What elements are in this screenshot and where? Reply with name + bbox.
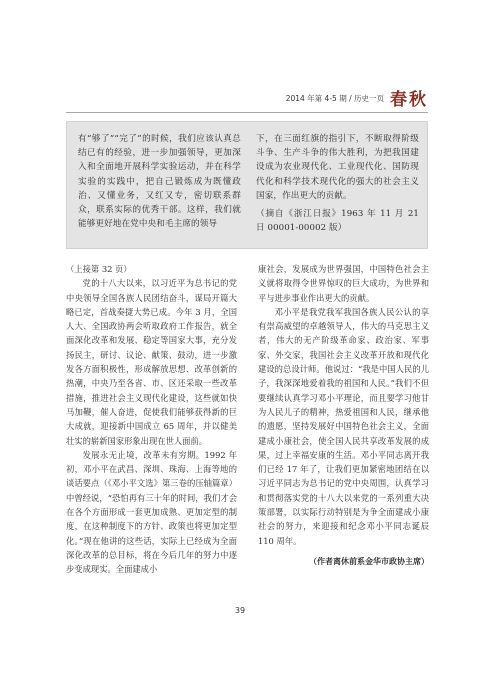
continuation-note: （上接第 32 页） — [66, 264, 132, 274]
excerpt-box — [66, 121, 428, 249]
excerpt-source: （摘自《浙江日报》1963 年 11 月 21 日 00001-00002 版） — [256, 209, 419, 234]
header-divider — [66, 112, 428, 113]
article-right-column — [258, 262, 429, 568]
page-header — [240, 82, 428, 110]
article-paragraph: 发展永无止境，改革未有穷期。1992 年初，邓小平在武昌、深圳、珠海、上海等地的谈话要点（《邓小平文选》第三卷的压轴篇章）中曾经说，“恐怕再有三十年的时间，我们才会在各个方面形成一套更加成熟、更加定型的制度，在这种制度下的方针、政策也将更加定型化。”现在他讲的这些话，实际上已经成为全面深化改革的总目标，将在今后几年的努力中逐步变成现实。全面建成小 — [66, 449, 237, 575]
page-number: 39 — [234, 606, 246, 615]
article-paragraph: 党的十八大以来，以习近平为总书记的党中央领导全国各族人民团结奋斗，谋局开篇大略已定，首战奏捷大势已成。今年 3 月，全国人大、全国政协两会听取政府工作报告，就全面深化改革和发展、稳定等国家大事，充分发扬民主，研讨、议论、献策、鼓动，进一步激发各方面积极性，形成解放思想、改革创新的热潮，中央乃至各省、市、区还采取一些改革措施，推进社会主义现代化建设，这些就如快马加鞭，催人奋进，促使我们能够获得新的巨大成就，迎接新中国成立 65 周年，并以健美壮实的崭新国家形象出现在世人面前。 — [66, 278, 237, 446]
excerpt-left-column — [78, 132, 241, 231]
article-paragraph: 邓小平是我党我军我国各族人民公认的享有崇高威望的卓越领导人，伟大的马克思主义者，伟大的无产阶级革命家、政治家、军事家、外交家，我国社会主义改革开放和现代化建设的总设计师。他说过：“我是中国人民的儿子，我深深地爱着我的祖国和人民。”我们不但要继续认真学习邓小平理论，而且要学习他甘为人民儿子的精神，热爱祖国和人民，继承他的遗愿，坚持发展好中国特色社会主义，全面建成小康社会，使全国人民共享改革发展的成果，过上幸福安康的生活。邓小平同志离开我们已经 17 年了，让我们更加紧密地团结在以习近平同志为总书记的党中央周围，认真学习和贯彻落实党的十八大以来党的一系列重大决策部署，以实际行动特别是为争全面建成小康社会的努力，来迎接和纪念邓小平同志诞辰 110 周年。 — [258, 306, 429, 546]
article-paragraph: 康社会，发展成为世界强国，中国特色社会主义就将取得令世界惊叹的巨大成功，为世界和平与进步事业作出更大的贡献。 — [258, 264, 429, 303]
column-logo: 春秋 — [390, 90, 428, 110]
excerpt-left-text: 有“够了”“完了”的时候，我们应该认真总结已有的经验，进一步加强领导，更加深入和全面地开展科学实验运动，并在科学实验的实践中，把自己锻炼成为既懂政治、又懂业务，又红又专，密切联系群众，联系实际的优秀干部。这样，我们就能够更好地在党中央和毛主席的领导 — [78, 134, 241, 230]
author-signature: （作者离休前系金华市政协主席） — [309, 555, 429, 566]
article-left-column — [66, 262, 237, 577]
excerpt-right-text: 下，在三面红旗的指引下，不断取得阶级斗争、生产斗争的伟大胜利，为把我国建设成为农业现代化、工业现代化、国防现代化和科学技术现代化的强大的社会主义国家，作出更大的贡献。 — [256, 134, 419, 201]
issue-label: 2014 年第 4-5 期 / 历史一页 — [285, 94, 384, 103]
excerpt-right-column — [256, 132, 419, 235]
